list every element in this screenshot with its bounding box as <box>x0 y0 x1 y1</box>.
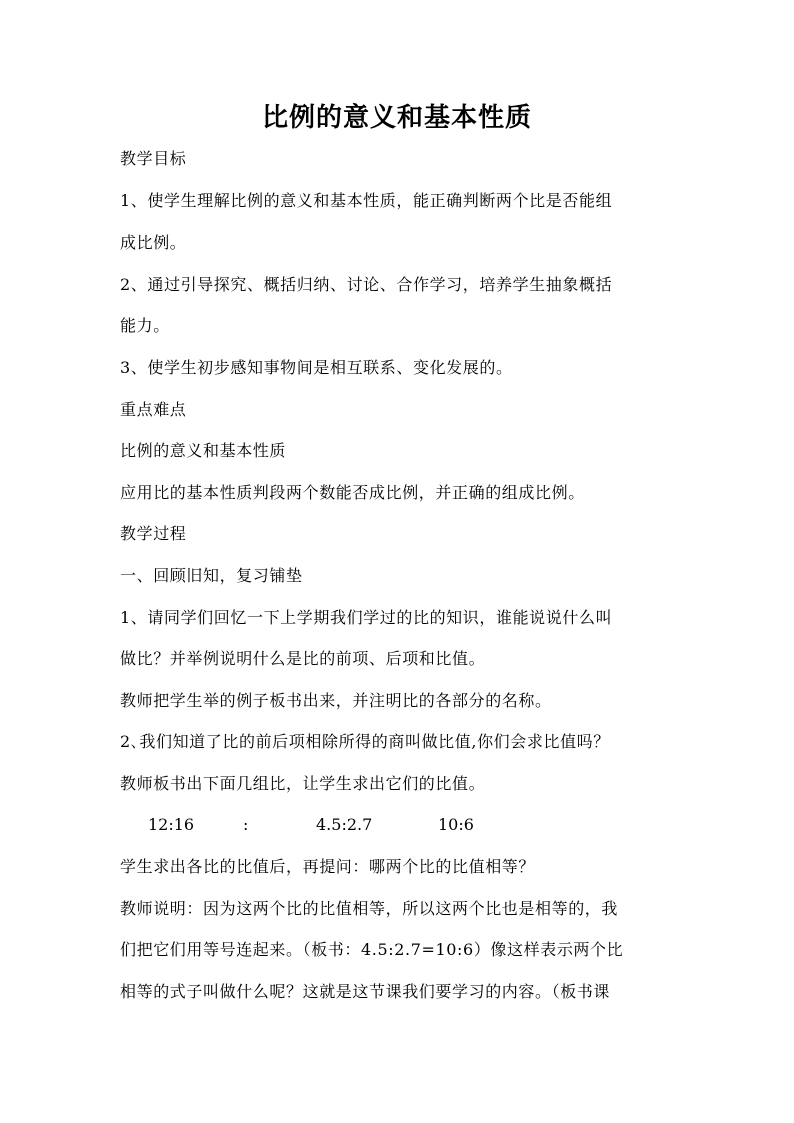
goal-1-line-2: 成比例。 <box>120 233 187 252</box>
teacher-note-1: 教师把学生举的例子板书出来，并注明比的各部分的名称。 <box>120 691 552 710</box>
ratio-4.5-2.7: 4.5:2.7 <box>316 815 373 834</box>
step-1-heading: 一、回顾旧知，复习铺垫 <box>120 566 303 585</box>
question-1-line-2: 做比？并举例说明什么是比的前项、后项和比值。 <box>120 649 486 668</box>
keypoint-2: 应用比的基本性质判段两个数能否成比例，并正确的组成比例。 <box>120 483 585 502</box>
process-heading: 教学过程 <box>120 524 187 543</box>
question-2: 2､我们知道了比的前后项相除所得的商叫做比值,你们会求比值吗？ <box>120 732 610 751</box>
ratio-colon: : <box>243 815 249 834</box>
goals-heading: 教学目标 <box>120 149 187 168</box>
document-title: 比例的意义和基本性质 <box>261 103 532 133</box>
explanation-line-2: 们把它们用等号连起来。（板书：4.5:2.7=10:6）像这样表示两个比 <box>120 940 624 959</box>
goal-2-line-1: 2、通过引导探究、概括归纳、讨论、合作学习，培养学生抽象概括 <box>120 275 613 294</box>
keypoint-1: 比例的意义和基本性质 <box>120 441 287 460</box>
goal-3: 3、使学生初步感知事物间是相互联系、变化发展的。 <box>120 358 513 377</box>
teacher-note-2: 教师板书出下面几组比，让学生求出它们的比值。 <box>120 774 486 793</box>
ratio-10-6: 10:6 <box>438 815 474 834</box>
explanation-line-1: 教师说明：因为这两个比的比值相等，所以这两个比也是相等的，我 <box>120 899 619 918</box>
explanation-line-3: 相等的式子叫做什么呢？这就是这节课我们要学习的内容。（板书课 <box>120 982 611 1001</box>
goal-2-line-2: 能力。 <box>120 316 170 335</box>
ratio-12-16: 12:16 <box>148 815 195 834</box>
goal-1-line-1: 1、使学生理解比例的意义和基本性质，能正确判断两个比是否能组 <box>120 191 613 210</box>
student-question: 学生求出各比的比值后，再提问：哪两个比的比值相等？ <box>120 857 536 876</box>
question-1-line-1: 1、请同学们回忆一下上学期我们学过的比的知识，谁能说说什么叫 <box>120 608 613 627</box>
keypoints-heading: 重点难点 <box>120 400 187 419</box>
